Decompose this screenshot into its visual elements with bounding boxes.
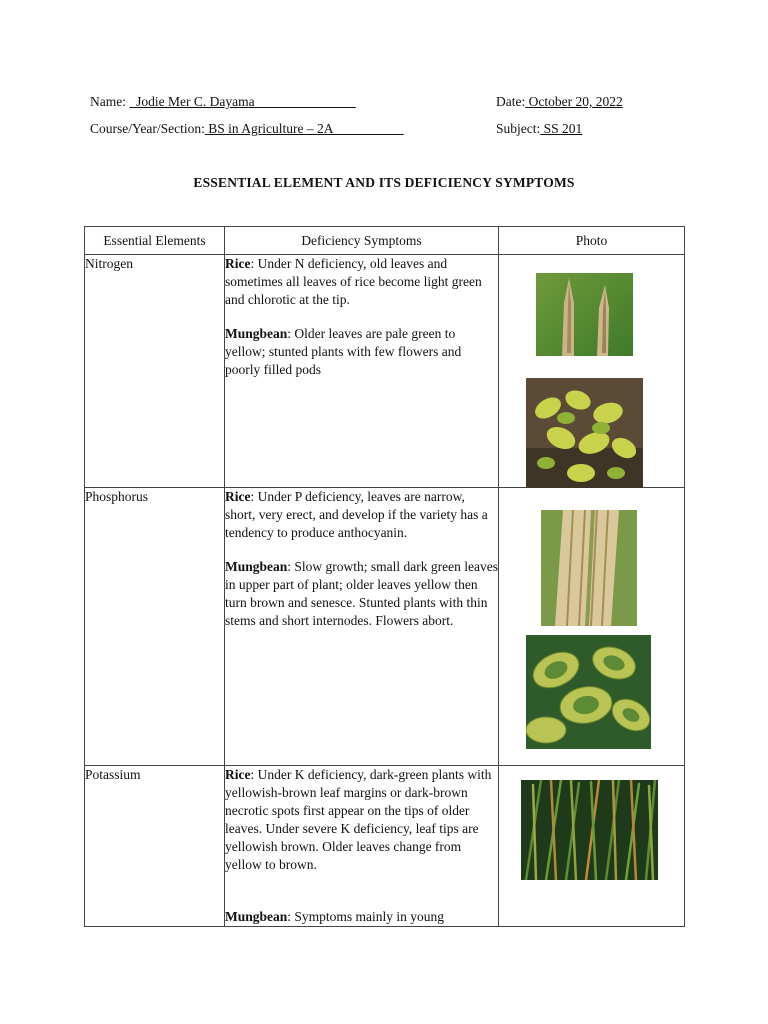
course-value: BS in Agriculture – 2A — [204, 121, 404, 136]
header-symptoms: Deficiency Symptoms — [225, 227, 499, 255]
course-label: Course/Year/Section: — [90, 121, 205, 136]
rice-label: Rice — [225, 767, 251, 782]
course-line — [90, 121, 404, 137]
photo-cell — [499, 488, 685, 766]
mungbean-symptoms — [225, 325, 498, 379]
subject-value: SS 201 — [540, 121, 583, 136]
rice-symptoms — [225, 488, 498, 542]
photo-cell — [499, 766, 685, 927]
symptoms-cell — [225, 255, 499, 488]
document-title: ESSENTIAL ELEMENT AND ITS DEFICIENCY SYMPTOMS — [193, 175, 575, 190]
mungbean-label: Mungbean — [225, 559, 288, 574]
name-value: Jodie Mer C. Dayama — [129, 94, 356, 109]
mungbean-symptoms — [225, 558, 498, 630]
table-header-row — [85, 227, 685, 255]
rice-phosphorus-photo — [541, 510, 637, 626]
mungbean-text: : Symptoms mainly in young — [287, 909, 445, 924]
date-value: October 20, 2022 — [525, 94, 623, 109]
rice-text: : Under P deficiency, leaves are narrow, short, very erect, and develop if the variety has a tendency to produce anthocyanin. — [225, 489, 488, 540]
mungbean-label: Mungbean — [225, 326, 288, 341]
header-photo: Photo — [499, 227, 685, 255]
mungbean-nitrogen-photo — [526, 378, 643, 488]
element-name: Phosphorus — [85, 488, 225, 766]
rice-potassium-photo — [521, 780, 658, 880]
table-row — [85, 488, 685, 766]
header-elements: Essential Elements — [85, 227, 225, 255]
rice-label: Rice — [225, 256, 251, 271]
element-name: Nitrogen — [85, 255, 225, 488]
subject-line — [496, 121, 582, 137]
mungbean-text: : Older leaves are pale green to yellow; stunted plants with few flowers and poorly filled pods — [225, 326, 462, 377]
mungbean-label: Mungbean — [225, 909, 288, 924]
date-label: Date: — [496, 94, 526, 109]
rice-symptoms — [225, 255, 498, 309]
rice-symptoms — [225, 766, 498, 874]
rice-text: : Under K deficiency, dark-green plants with yellowish-brown leaf margins or dark-brown necrotic spots first appear on the tips of older leaves. Under severe K deficiency, leaf tips are yellowish brown. Older leaves change from yellow to brown. — [225, 767, 492, 872]
table-row — [85, 766, 685, 927]
rice-nitrogen-photo — [536, 273, 633, 356]
name-label: Name: — [90, 94, 126, 109]
table-row — [85, 255, 685, 488]
date-line — [496, 94, 623, 110]
name-line — [90, 94, 356, 110]
mungbean-phosphorus-photo — [526, 635, 651, 749]
mungbean-symptoms — [225, 908, 498, 926]
mungbean-text: : Slow growth; small dark green leaves in upper part of plant; older leaves yellow then turn brown and senesce. Stunted plants with thin stems and short internodes. Flowers abort. — [225, 559, 498, 628]
symptoms-cell — [225, 766, 499, 927]
photo-cell — [499, 255, 685, 488]
subject-label: Subject: — [496, 121, 541, 136]
deficiency-table — [84, 226, 685, 927]
rice-label: Rice — [225, 489, 251, 504]
element-name: Potassium — [85, 766, 225, 927]
symptoms-cell — [225, 488, 499, 766]
rice-text: : Under N deficiency, old leaves and sometimes all leaves of rice become light green and chlorotic at the tip. — [225, 256, 482, 307]
